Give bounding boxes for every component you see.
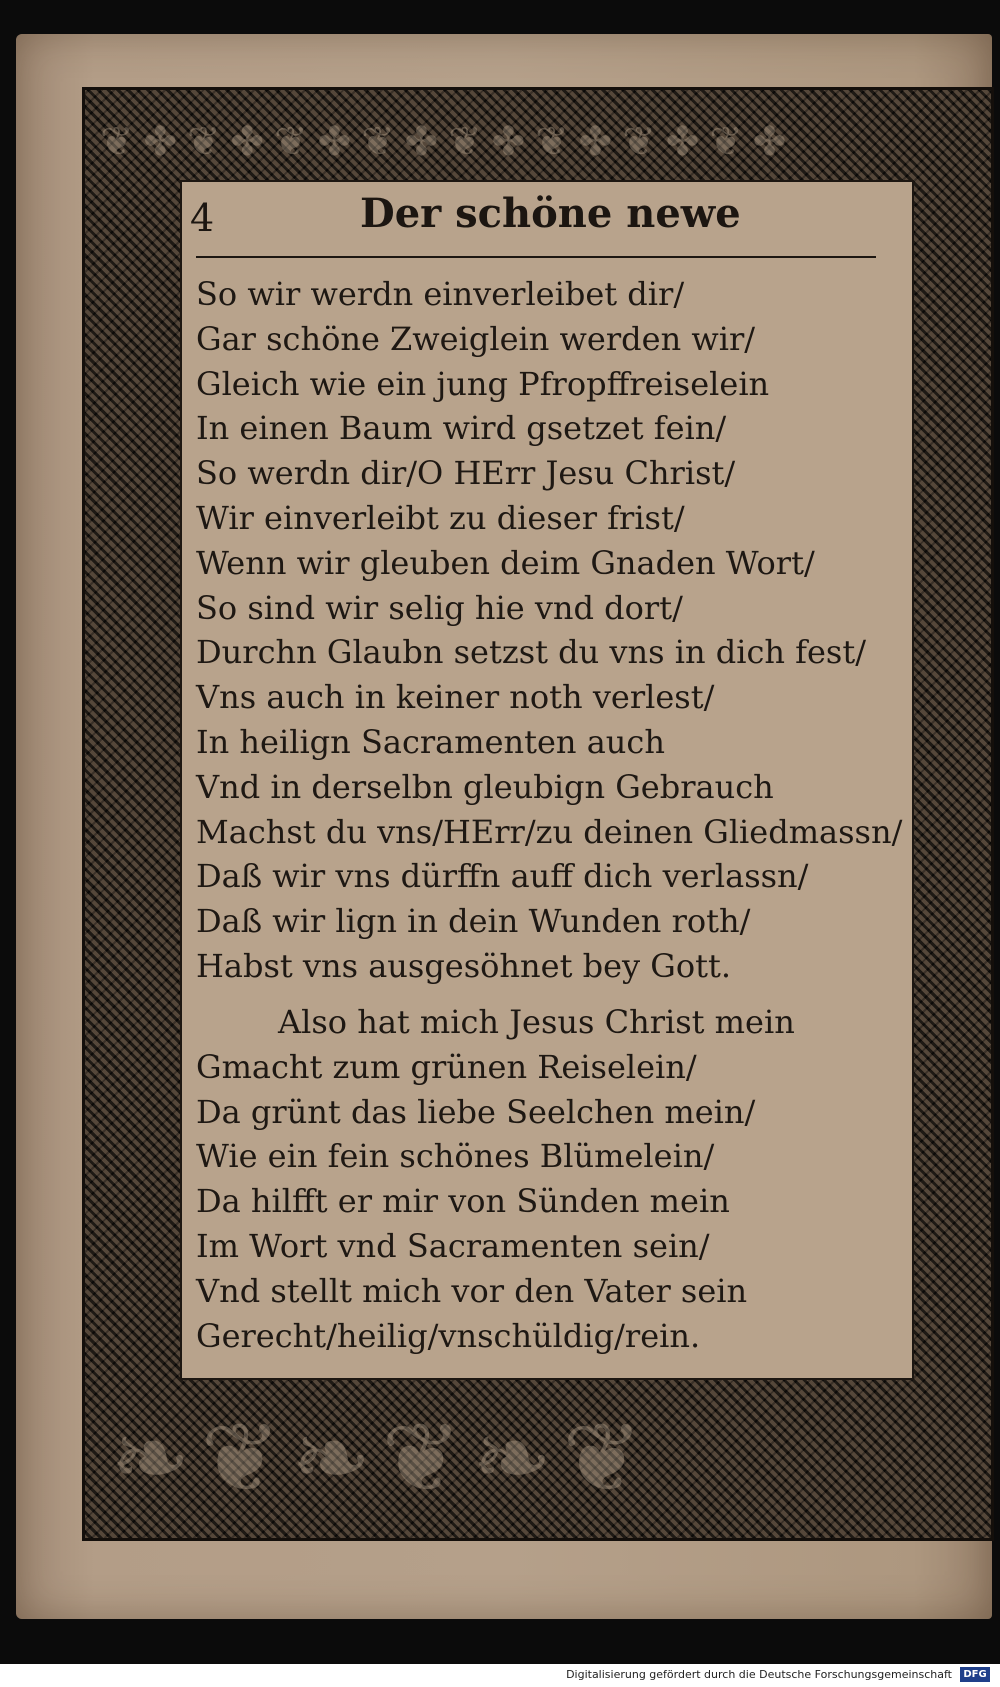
verse-line: Da hilfft er mir von Sünden mein [196,1182,730,1221]
verse-line: Gerecht/heilig/vnschüldig/rein. [196,1316,701,1355]
stanza-1 [196,272,903,989]
verse-line: Vns auch in keiner noth verlest/ [196,678,715,717]
verse-line: So sind wir selig hie vnd dort/ [196,588,683,627]
verse-line: Vnd stellt mich vor den Vater sein [196,1271,748,1310]
verse-line: Gleich wie ein jung Pfropffreiselein [196,364,770,403]
verse-line: In heilign Sacramenten auch [196,722,665,761]
page-header [190,190,880,258]
footer-credit: Digitalisierung gefördert durch die Deutsche Forschungsgemeinschaft [566,1668,952,1681]
verse-line: Gar schöne Zweiglein werden wir/ [196,319,756,358]
running-title: Der schöne newe [360,190,741,237]
header-rule [196,256,876,258]
verse-line: Also hat mich Jesus Christ mein [278,1003,795,1041]
verse-line: So wir werdn einverleibet dir/ [196,275,685,313]
verse-line: In einen Baum wird gsetzet fein/ [196,409,727,448]
verse-line: So werdn dir/O HErr Jesu Christ/ [196,454,736,493]
verse-line: Habst vns ausgesöhnet bey Gott. [196,946,731,985]
verse-line: Durchn Glaubn setzst du vns in dich fest/ [196,633,866,672]
stanza-2 [196,1000,896,1358]
ornament-bottom-icon: ❧❦❧❦❧❦ [110,1402,653,1514]
verse-line: Vnd in derselbn gleubign Gebrauch [196,767,774,806]
verse-line: Wie ein fein schönes Blümelein/ [196,1137,715,1176]
verse-line: Machst du vns/HErr/zu deinen Gliedmassn/ [196,812,903,851]
verse-line: Gmacht zum grünen Reiselein/ [196,1047,697,1086]
verse-line: Im Wort vnd Sacramenten sein/ [196,1226,710,1265]
verse-line: Wenn wir gleuben deim Gnaden Wort/ [196,543,815,582]
verse-line: Da grünt das liebe Seelchen mein/ [196,1092,756,1131]
ornament-top-icon: ❦✤❦✤❦✤❦✤❦✤❦✤❦✤❦✤ [100,119,797,165]
dfg-logo: DFG [960,1667,990,1682]
verse-line: Daß wir lign in dein Wunden roth/ [196,902,751,941]
verse-line: Wir einverleibt zu dieser frist/ [196,498,685,537]
verse-line: Daß wir vns dürffn auff dich verlassn/ [196,857,809,896]
page-number: 4 [190,196,215,240]
